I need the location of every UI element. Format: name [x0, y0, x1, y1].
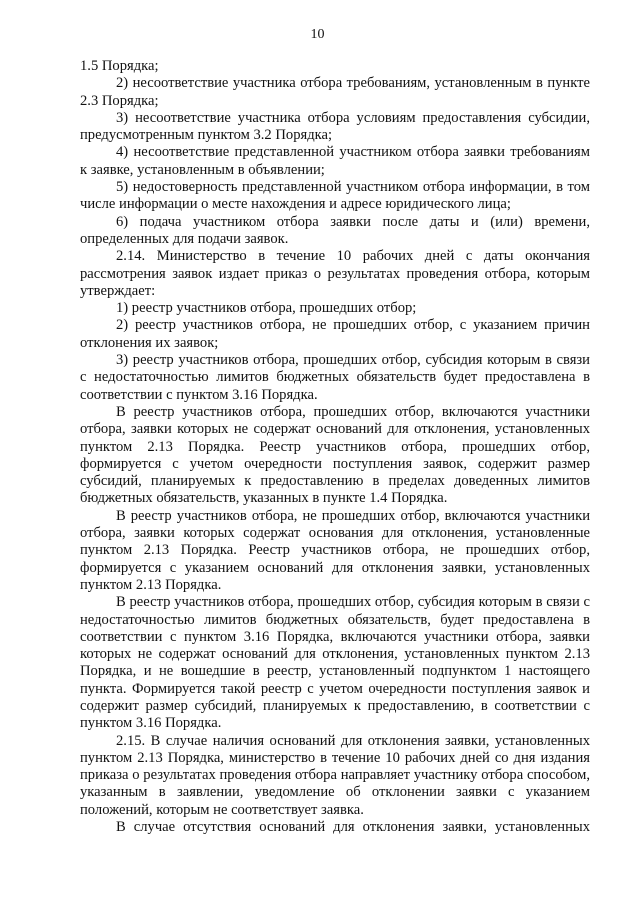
paragraph-subitem-3: 3) несоответствие участника отбора условиям предоставления субсидии, предусмотренным пунктом 3.2 Порядка; — [80, 109, 590, 144]
paragraph-2-15: 2.15. В случае наличия оснований для отклонения заявки, установленных пунктом 2.13 Порядка, министерство в течение 10 рабочих дней со дня издания приказа о результатах проведения отбора направляет участнику отбора способом, указанным в заявлении, уведомление об отклонении заявки с указанием положений, которым не соответствует заявка. — [80, 732, 590, 818]
paragraph-2-14-item-3: 3) реестр участников отбора, прошедших отбор, субсидия которым в связи с недостаточностью лимитов бюджетных обязательств будет предоставлена в соответствии с пунктом 3.16 Порядка. — [80, 352, 590, 403]
paragraph-2-14: 2.14. Министерство в течение 10 рабочих дней с даты окончания рассмотрения заявок издает приказ о результатах проведения отбора, которым утверждает: — [80, 248, 590, 299]
paragraph-subitem-5: 5) недостоверность представленной участником отбора информации, в том числе информации о месте нахождения и адресе юридического лица; — [80, 179, 590, 213]
paragraph-no-grounds: В случае отсутствия оснований для отклонения заявки, установленных — [116, 819, 590, 836]
paragraph-subitem-6: 6) подача участником отбора заявки после даты и (или) времени, определенных для подачи заявок. — [80, 213, 590, 247]
paragraph-subitem-4: 4) несоответствие представленной участником отбора заявки требованиям к заявке, установленным в объявлении; — [80, 144, 590, 178]
paragraph-item-1-5-continuation: 1.5 Порядка; — [80, 58, 159, 74]
paragraph-2-14-item-1: 1) реестр участников отбора, прошедших отбор; — [116, 300, 417, 317]
paragraph-subitem-2: 2) несоответствие участника отбора требованиям, установленным в пункте 2.3 Порядка; — [80, 75, 590, 109]
paragraph-registry-insufficient-limits: В реестр участников отбора, прошедших отбор, субсидия которым в связи с недостаточностью лимитов бюджетных обязательств, будет предоставлена в соответствии с пунктом 3.16 Порядка, включаются участники отбора, заявки которых не содержат оснований для отклонения, установленных пунктом 2.13 Порядка, и не вошедшие в реестр, установленный подпунктом 1 настоящего пункта. Формируется такой реестр с учетом очередности поступления заявок и содержит размер субсидий, планируемых к предоставлению, в соответствии с пунктом 3.16 Порядка. — [80, 594, 590, 732]
paragraph-2-14-item-2: 2) реестр участников отбора, не прошедших отбор, с указанием причин отклонения их заявок; — [80, 317, 590, 351]
paragraph-registry-passed: В реестр участников отбора, прошедших отбор, включаются участники отбора, заявки которых не содержат оснований для отклонения, установленных пунктом 2.13 Порядка. Реестр участников отбора, прошедших отбор, формируется с учетом очередности поступления заявок, содержит размер субсидий, планируемых к предоставлению в пределах доведенных лимитов бюджетных обязательств, указанных в пункте 1.4 Порядка. — [80, 403, 590, 507]
document-body — [80, 58, 590, 836]
paragraph-registry-not-passed: В реестр участников отбора, не прошедших отбор, включаются участники отбора, заявки которых содержат основания для отклонения, установленные пунктом 2.13 Порядка. Реестр участников отбора, не прошедших отбор, формируется с указанием оснований для отклонения заявки, установленных пунктом 2.13 Порядка. — [80, 507, 590, 593]
page-number: 10 — [310, 27, 325, 42]
